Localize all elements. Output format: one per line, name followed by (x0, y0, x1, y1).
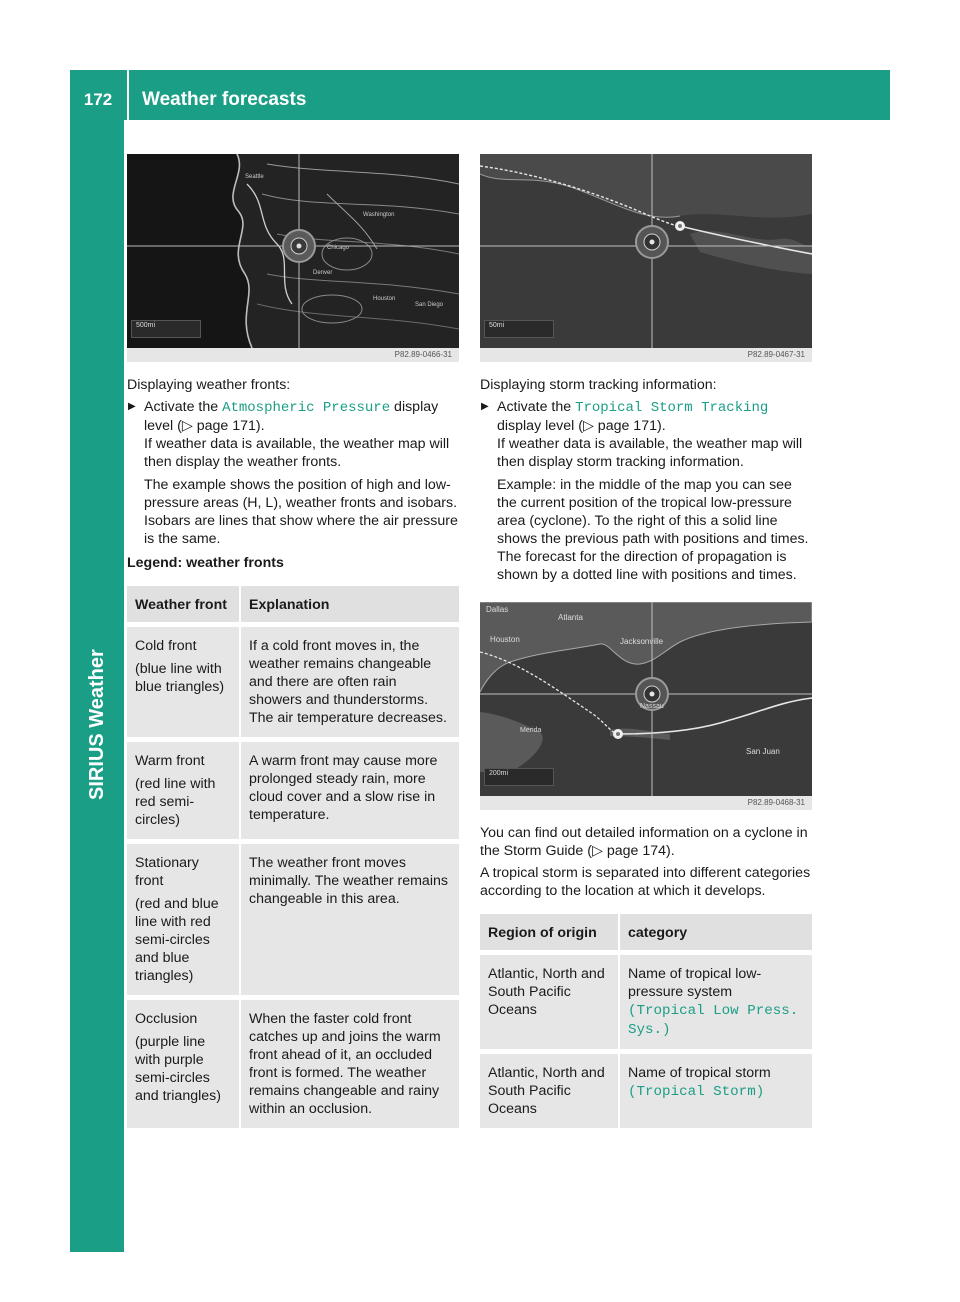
storm-track-map (480, 602, 812, 810)
front-symbol: (red line with red semi-circles) (135, 776, 216, 828)
category-code: (Tropical Storm) (628, 1084, 765, 1100)
storm-category: Name of tropical storm (Tropical Storm) (620, 1049, 812, 1128)
table-row (480, 950, 812, 1049)
step-example: Example: in the middle of the map you can see the current position of the tropical low-pressure area (cyclone). To the right of this a solid line shows the previous path with positions and times. The forecast for the direction of propagation is shown by a dotted line with positions and times. (497, 477, 809, 583)
setting-name: Tropical Storm Tracking (575, 400, 769, 416)
step-example: The example shows the position of high and low-pressure areas (H, L), weather fronts and isobars. Isobars are lines that show where the air pressure is the same. (144, 477, 458, 547)
table-row (127, 995, 459, 1128)
page-title: Weather forecasts (142, 89, 307, 110)
map-scale: 50mi (484, 320, 554, 338)
table-header: Weather front (127, 586, 241, 622)
section-intro: Displaying storm tracking information: (480, 377, 717, 393)
front-explanation: When the faster cold front catches up and joins the warm front ahead of it, an occluded front is formed. The weather remains changeable and rainy within an occlusion. (241, 995, 459, 1128)
image-code: P82.89-0467-31 (745, 349, 808, 361)
image-code: P82.89-0468-31 (745, 797, 808, 809)
section-intro: Displaying weather fronts: (127, 377, 291, 393)
front-name: Cold front (135, 638, 197, 654)
map-label: Dallas (486, 605, 509, 614)
step-action: Activate the Tropical Storm Tracking display level (▷ page 171). If weather data is available, the weather map will then display storm tracking information. (497, 399, 803, 470)
map-label: Jacksonville (620, 637, 664, 646)
map-label: San Juan (746, 747, 780, 756)
map-label: Chicago (327, 245, 350, 251)
front-symbol: (blue line with blue triangles) (135, 661, 225, 695)
front-symbol: (purple line with purple semi-circles and triangles) (135, 1034, 221, 1104)
table-row (480, 1049, 812, 1128)
setting-name: Atmospheric Pressure (222, 400, 391, 416)
region-of-origin: Atlantic, North and South Pacific Oceans (480, 1049, 620, 1128)
storm-guide-paragraph: You can find out detailed information on a cyclone in the Storm Guide (▷ page 174). (480, 825, 808, 859)
map-label: Denver (313, 270, 333, 276)
right-column (480, 154, 812, 1128)
map-scale: 500mi (131, 320, 201, 338)
step-arrow-icon: ▶ (128, 401, 136, 412)
table-row (127, 839, 459, 995)
front-name: Stationary front (135, 855, 199, 889)
map-label: Houston (373, 296, 396, 302)
table-header: category (620, 914, 812, 950)
category-code: (Tropical Low Press. Sys.) (628, 1003, 799, 1038)
weather-fronts-map (127, 154, 459, 362)
section-tab (70, 120, 124, 1252)
storm-track-map-graphic (480, 602, 812, 796)
table-row (127, 737, 459, 839)
map-label: Seattle (245, 174, 264, 180)
storm-tracking-map (480, 154, 812, 362)
left-column (127, 154, 459, 1128)
map-label: San Diego (415, 302, 444, 308)
storm-tracking-map-graphic (480, 154, 812, 348)
table-row (127, 622, 459, 737)
map-label: Atlanta (558, 613, 583, 622)
step-result: If weather data is available, the weather map will then display the weather fronts. (144, 436, 450, 470)
front-name: Occlusion (135, 1011, 198, 1027)
front-explanation: The weather front moves minimally. The weather remains changeable in this area. (241, 839, 459, 995)
front-symbol: (red and blue line with red semi-circles and blue triangles) (135, 896, 219, 984)
front-name: Warm front (135, 753, 205, 769)
legend-title: Legend: weather fronts (127, 555, 284, 571)
step-action: Activate the Atmospheric Pressure display level (▷ page 171). If weather data is available, the weather map will then display the weather fronts. (144, 399, 450, 470)
instruction-step (127, 398, 459, 548)
storm-category: Name of tropical low-pressure system (Tropical Low Press. Sys.) (620, 950, 812, 1049)
weather-fronts-map-graphic (127, 154, 459, 348)
categories-paragraph: A tropical storm is separated into different categories according to the location at which it develops. (480, 865, 811, 899)
weather-fronts-table (127, 586, 459, 1128)
storm-category-table (480, 914, 812, 1128)
map-scale: 200mi (484, 768, 554, 786)
map-label: Washington (363, 212, 395, 218)
image-code: P82.89-0466-31 (392, 349, 455, 361)
front-explanation: A warm front may cause more prolonged steady rain, more cloud cover and a slow rise in temperature. (241, 737, 459, 839)
page-number: 172 (83, 90, 113, 109)
map-label: Merida (520, 727, 542, 734)
section-tab-label: SIRIUS Weather (86, 649, 108, 800)
table-header: Explanation (241, 586, 459, 622)
header-divider (127, 70, 129, 120)
region-of-origin: Atlantic, North and South Pacific Oceans (480, 950, 620, 1049)
table-header-row (127, 586, 459, 622)
step-arrow-icon: ▶ (481, 401, 489, 412)
map-label: Houston (490, 635, 520, 644)
instruction-step (480, 398, 812, 584)
front-explanation: If a cold front moves in, the weather remains changeable and there are often rain showers and thunderstorms. The air temperature decreases. (241, 622, 459, 737)
table-header-row (480, 914, 812, 950)
step-result: If weather data is available, the weather map will then display storm tracking information. (497, 436, 803, 470)
page-header (70, 70, 890, 120)
map-label: Nassau (640, 703, 664, 710)
table-header: Region of origin (480, 914, 620, 950)
